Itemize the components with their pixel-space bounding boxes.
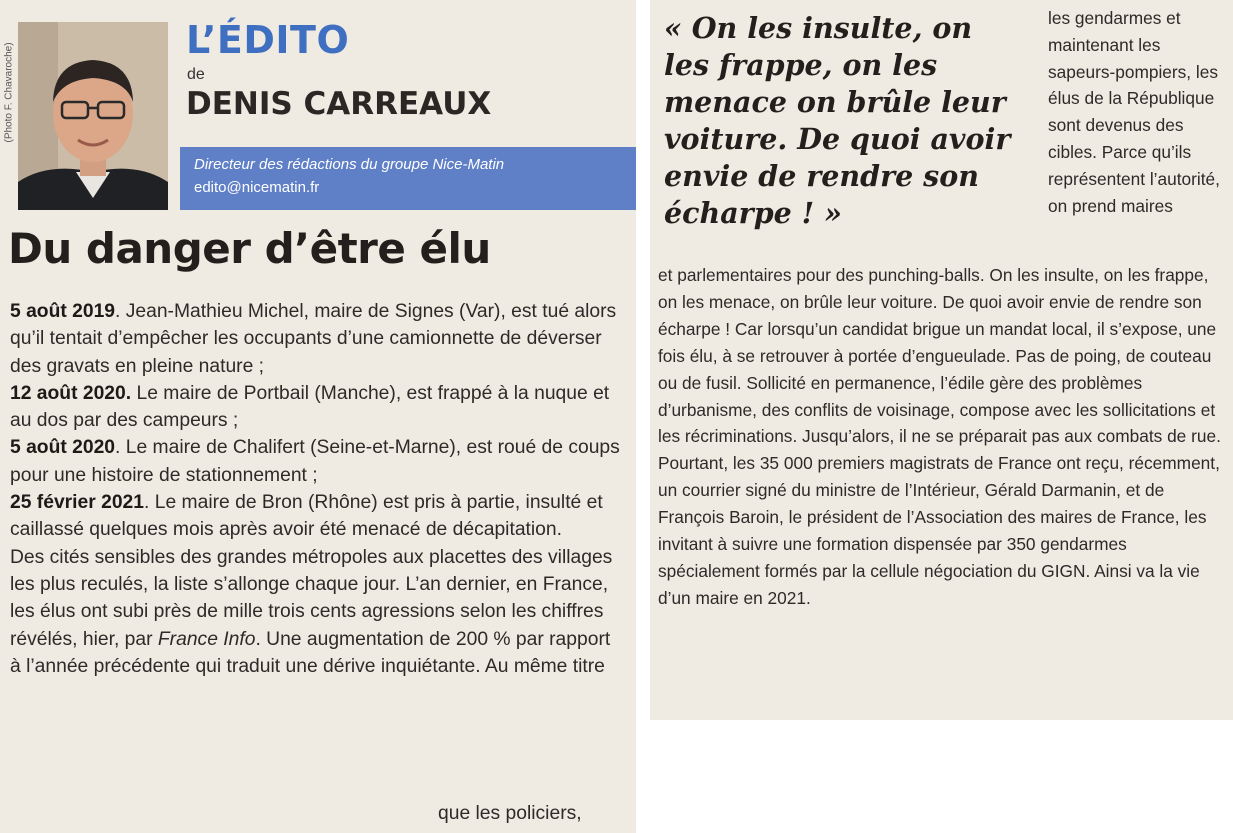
photo-credit: (Photo F. Chavaroche) [3,42,15,143]
continuation-line: que les policiers, [438,803,582,824]
event-text: . Le maire de Chalifert (Seine-et-Marne), est roué de coups pour une histoire de stationnement ; [10,437,620,486]
author-portrait-icon [18,22,168,210]
narrow-column-text: les gendarmes et maintenant les sapeurs-pompiers, les élus de la République sont devenus des cibles. Parce qu’ils représentent l’autorité, on prend maires [1048,8,1220,216]
article-body-left [10,298,626,680]
right-column [650,0,1233,720]
edito-de: de [187,66,205,83]
paragraph-text: Des cités sensibles des grandes métropoles aux placettes des villages les plus reculés, la liste s’allonge chaque jour. L’an dernier, en France, les élus ont subi près de mille trois cents agressions selon les chiffres révélés, hier, par [10,546,613,650]
paragraph-text: . Une augmentation de 200 % par rapport à l’année précédente qui traduit une dérive inquiétante. Au même titre [10,628,611,677]
event-text: . Jean-Mathieu Michel, maire de Signes (Var), est tué alors qu’il tentait d’empêcher les occupants d’une camionnette de déverser des gravats en pleine nature ; [10,301,617,377]
author-role-band [180,147,636,210]
event-text: . Le maire de Bron (Rhône) est pris à partie, insulté et caillassé quelques mois après avoir été menacé de décapitation. [10,492,603,541]
source-name: France Info [157,628,256,650]
event-date: 5 août 2020 [10,437,116,459]
article-headline: Du danger d’être élu [8,224,491,273]
pull-quote: « On les insulte, on les frappe, on les menace on brûle leur voiture. De quoi avoir envie de rendre son écharpe ! » [664,11,1011,230]
article-body-right: et parlementaires pour des punching-balls. On les insulte, on les frappe, on les menace, on brûle leur voiture. De quoi avoir envie de rendre son écharpe ! Car lorsqu’un candidat brigue un mandat local, il s’expose, une fois élu, à se retrouver à portée d’engueulade. Pas de poing, de couteau ou de fusil. Sollicité en permanence, l’édile gère des problèmes d’urbanisme, des conflits de voisinage, compose avec les sollicitations et les récriminations. Jusqu’alors, il ne se préparait pas aux combats de rue. Pourtant, les 35 000 premiers magistrats de France ont reçu, récemment, un courrier signé du ministre de l’Intérieur, Gérald Darmanin, et de François Baroin, le président de l’Association des maires de France, les invitant à suivre une formation dispensée par 350 gendarmes spécialement formés par la cellule négociation du GIGN. Ainsi va la vie d’un maire en 2021. [658,265,1221,608]
author-email[interactable]: edito@nicematin.fr [194,179,320,196]
author-photo [18,22,168,210]
author-role: Directeur des rédactions du groupe Nice-Matin [194,156,505,173]
event-text: Le maire de Portbail (Manche), est frappé à la nuque et au dos par des campeurs ; [10,382,610,432]
edito-label: L’ÉDITO [186,18,350,62]
author-name: DENIS CARREAUX [186,86,492,122]
event-date: 5 août 2019 [10,301,116,322]
event-date: 12 août 2020. [10,382,132,404]
event-date: 25 février 2021 [10,492,145,514]
